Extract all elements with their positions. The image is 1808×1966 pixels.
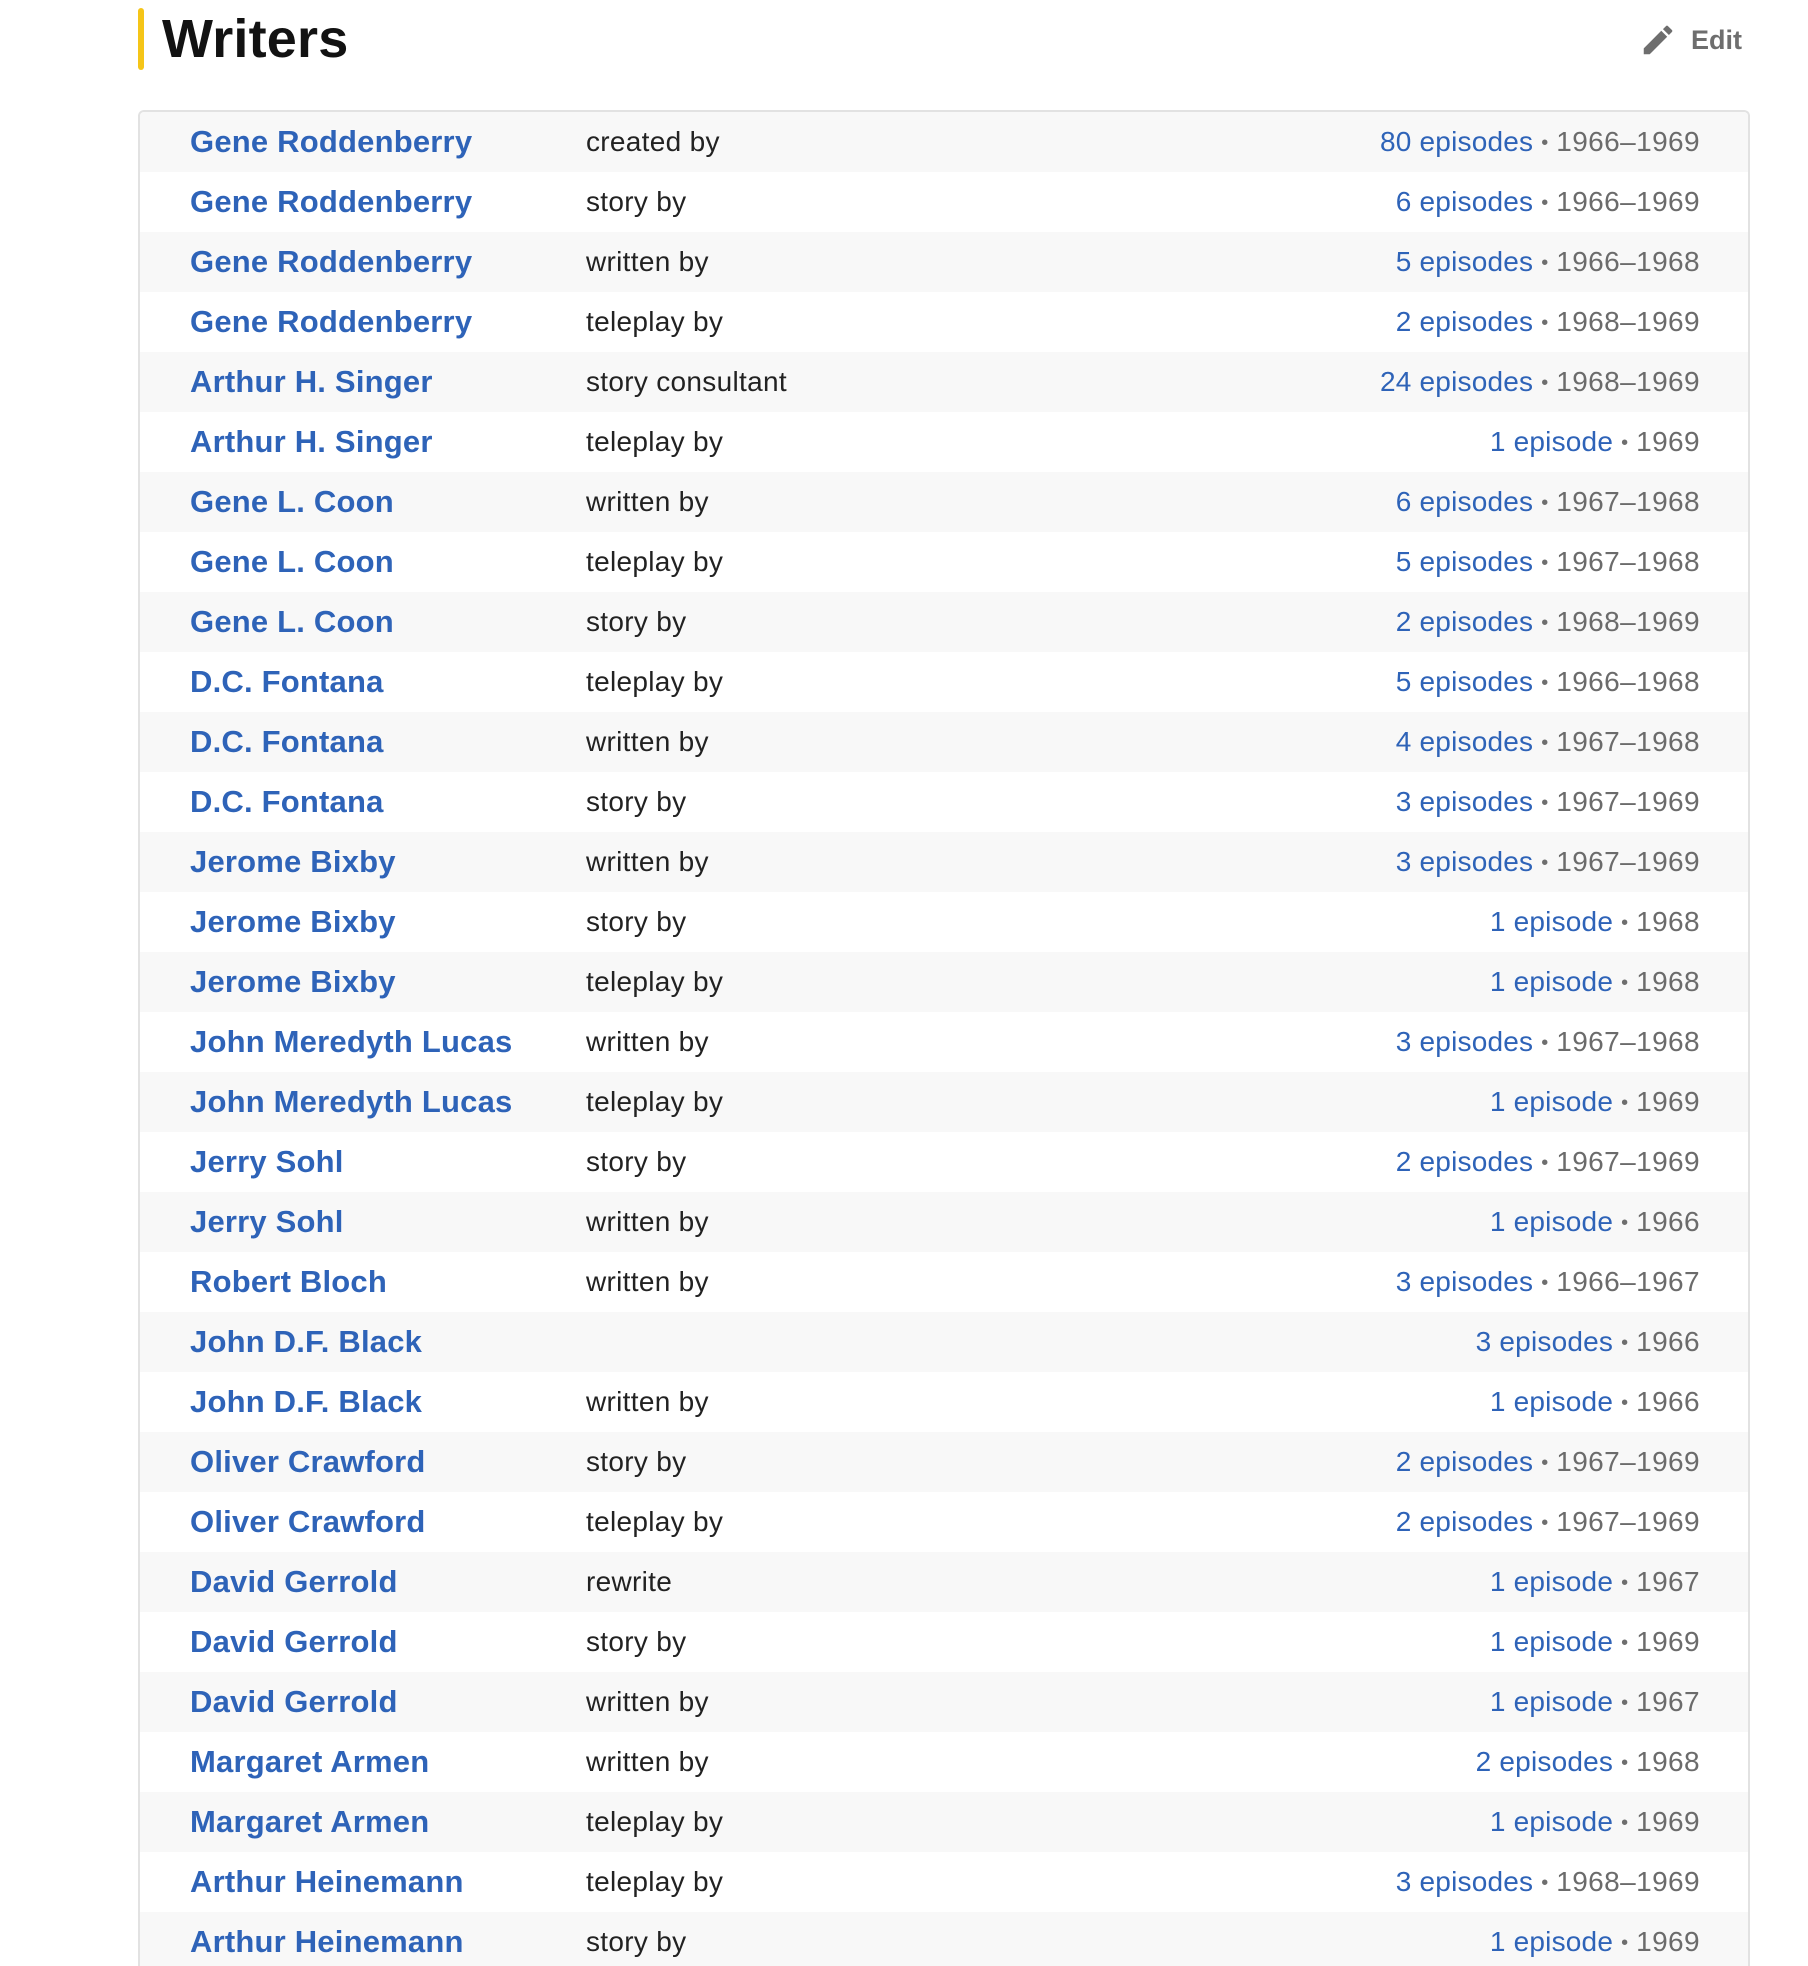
years-range: 1968–1969 xyxy=(1556,305,1700,337)
separator-dot: • xyxy=(1541,1511,1549,1534)
writer-credit-meta xyxy=(1490,1672,1700,1733)
episodes-link[interactable]: 2 episodes xyxy=(1395,605,1534,637)
separator-dot: • xyxy=(1541,1151,1549,1174)
writer-role: written by xyxy=(586,1746,709,1777)
episodes-link[interactable]: 1 episode xyxy=(1489,425,1614,457)
writer-credit-meta xyxy=(1396,712,1700,773)
writer-name-link[interactable]: Arthur H. Singer xyxy=(190,424,433,459)
years-range: 1966–1968 xyxy=(1556,665,1700,697)
writer-credit-meta xyxy=(1396,592,1700,653)
separator-dot: • xyxy=(1541,1031,1549,1054)
writer-credit-meta xyxy=(1380,352,1700,413)
episodes-link[interactable]: 5 episodes xyxy=(1395,245,1534,277)
writer-row xyxy=(140,1012,1748,1072)
writer-name-link[interactable]: D.C. Fontana xyxy=(190,724,384,759)
writer-role: written by xyxy=(586,246,709,277)
separator-dot: • xyxy=(1621,1631,1629,1654)
years-range: 1967–1969 xyxy=(1556,1445,1700,1477)
writer-row xyxy=(140,1492,1748,1552)
writer-name-link[interactable]: Jerry Sohl xyxy=(190,1204,344,1239)
writer-name-link[interactable]: Oliver Crawford xyxy=(190,1444,426,1479)
episodes-link[interactable]: 1 episode xyxy=(1489,1385,1614,1417)
writer-credit-meta xyxy=(1490,1552,1700,1613)
episodes-link[interactable]: 24 episodes xyxy=(1380,365,1534,397)
writer-role: teleplay by xyxy=(586,966,724,997)
section-title: Writers xyxy=(162,9,349,69)
episodes-link[interactable]: 3 episodes xyxy=(1395,785,1534,817)
years-range: 1967–1969 xyxy=(1556,1505,1700,1537)
episodes-link[interactable]: 2 episodes xyxy=(1395,1505,1534,1537)
writer-row xyxy=(140,352,1748,412)
years-range: 1968–1969 xyxy=(1556,1865,1700,1897)
writer-credit-meta xyxy=(1476,1732,1700,1793)
episodes-link[interactable]: 6 episodes xyxy=(1395,485,1534,517)
writer-name-link[interactable]: David Gerrold xyxy=(190,1564,398,1599)
writer-row xyxy=(140,1672,1748,1732)
writer-role: created by xyxy=(586,126,720,157)
writer-row xyxy=(140,532,1748,592)
writer-row xyxy=(140,1312,1748,1372)
writer-credit-meta xyxy=(1476,1312,1700,1373)
writer-row xyxy=(140,832,1748,892)
writer-name-link[interactable]: Arthur Heinemann xyxy=(190,1924,464,1959)
writer-name-link[interactable]: Gene Roddenberry xyxy=(190,184,473,219)
writer-row xyxy=(140,1192,1748,1252)
writer-credit-meta xyxy=(1396,1012,1700,1073)
episodes-link[interactable]: 1 episode xyxy=(1489,1685,1614,1717)
writer-role: story by xyxy=(586,606,687,637)
episodes-link[interactable]: 6 episodes xyxy=(1395,185,1534,217)
writer-name-link[interactable]: D.C. Fontana xyxy=(190,664,384,699)
writer-name-link[interactable]: Gene Roddenberry xyxy=(190,124,473,159)
writer-name-link[interactable]: David Gerrold xyxy=(190,1684,398,1719)
edit-button[interactable] xyxy=(1639,20,1742,60)
writer-row xyxy=(140,1552,1748,1612)
writer-row xyxy=(140,1612,1748,1672)
writer-role: teleplay by xyxy=(586,306,724,337)
years-range: 1967–1968 xyxy=(1556,545,1700,577)
writer-role: written by xyxy=(586,1686,709,1717)
separator-dot: • xyxy=(1541,1451,1549,1474)
writer-row xyxy=(140,652,1748,712)
writer-role: rewrite xyxy=(586,1566,673,1597)
writer-name-link[interactable]: John Meredyth Lucas xyxy=(190,1084,513,1119)
writer-role: teleplay by xyxy=(586,666,724,697)
writer-role: story consultant xyxy=(586,366,787,397)
years-range: 1966–1969 xyxy=(1556,125,1700,157)
years-range: 1966–1969 xyxy=(1556,185,1700,217)
writer-name-link[interactable]: Jerome Bixby xyxy=(190,904,396,939)
separator-dot: • xyxy=(1621,911,1629,934)
years-range: 1969 xyxy=(1636,1085,1700,1117)
episodes-link[interactable]: 1 episode xyxy=(1489,905,1614,937)
separator-dot: • xyxy=(1541,491,1549,514)
writer-name-link[interactable]: Oliver Crawford xyxy=(190,1504,426,1539)
years-range: 1967–1968 xyxy=(1556,1025,1700,1057)
writer-name-link[interactable]: Gene L. Coon xyxy=(190,544,394,579)
episodes-link[interactable]: 1 episode xyxy=(1489,1925,1614,1957)
writer-credit-meta xyxy=(1396,1252,1700,1313)
episodes-link[interactable]: 2 episodes xyxy=(1395,1145,1534,1177)
writer-credit-meta xyxy=(1396,232,1700,293)
writer-row xyxy=(140,712,1748,772)
separator-dot: • xyxy=(1621,1691,1629,1714)
writer-row xyxy=(140,1372,1748,1432)
writer-row xyxy=(140,232,1748,292)
writer-role: written by xyxy=(586,726,709,757)
years-range: 1969 xyxy=(1636,1625,1700,1657)
episodes-link[interactable]: 3 episodes xyxy=(1475,1325,1614,1357)
writer-credit-meta xyxy=(1396,1852,1700,1913)
writer-credit-meta xyxy=(1490,1192,1700,1253)
writer-row xyxy=(140,1432,1748,1492)
writer-credit-meta xyxy=(1490,412,1700,473)
years-range: 1966 xyxy=(1636,1325,1700,1357)
separator-dot: • xyxy=(1541,791,1549,814)
writer-credit-meta xyxy=(1396,472,1700,533)
writer-role: written by xyxy=(586,846,709,877)
years-range: 1967 xyxy=(1636,1565,1700,1597)
separator-dot: • xyxy=(1621,1811,1629,1834)
years-range: 1969 xyxy=(1636,425,1700,457)
episodes-link[interactable]: 1 episode xyxy=(1489,1085,1614,1117)
years-range: 1967–1969 xyxy=(1556,845,1700,877)
writer-row xyxy=(140,1852,1748,1912)
writer-row xyxy=(140,892,1748,952)
years-range: 1966–1968 xyxy=(1556,245,1700,277)
pencil-icon xyxy=(1639,21,1677,59)
writer-row xyxy=(140,1912,1748,1966)
writer-role: written by xyxy=(586,1026,709,1057)
section-header xyxy=(138,6,1742,72)
writer-name-link[interactable]: John Meredyth Lucas xyxy=(190,1024,513,1059)
separator-dot: • xyxy=(1541,1271,1549,1294)
writer-role: teleplay by xyxy=(586,1806,724,1837)
separator-dot: • xyxy=(1541,851,1549,874)
writer-name-link[interactable]: Arthur H. Singer xyxy=(190,364,433,399)
separator-dot: • xyxy=(1541,371,1549,394)
separator-dot: • xyxy=(1541,671,1549,694)
separator-dot: • xyxy=(1541,1871,1549,1894)
separator-dot: • xyxy=(1621,1391,1629,1414)
episodes-link[interactable]: 2 episodes xyxy=(1395,305,1534,337)
writer-name-link[interactable]: Gene Roddenberry xyxy=(190,244,473,279)
episodes-link[interactable]: 3 episodes xyxy=(1395,845,1534,877)
writer-role: written by xyxy=(586,1386,709,1417)
writer-credit-meta xyxy=(1396,1132,1700,1193)
writer-name-link[interactable]: Gene Roddenberry xyxy=(190,304,473,339)
writer-row xyxy=(140,1132,1748,1192)
writer-name-link[interactable]: D.C. Fontana xyxy=(190,784,384,819)
writer-name-link[interactable]: Jerome Bixby xyxy=(190,964,396,999)
episodes-link[interactable]: 5 episodes xyxy=(1395,545,1534,577)
writer-name-link[interactable]: Jerry Sohl xyxy=(190,1144,344,1179)
writer-role: teleplay by xyxy=(586,1506,724,1537)
separator-dot: • xyxy=(1541,611,1549,634)
writers-list xyxy=(140,112,1748,1966)
separator-dot: • xyxy=(1621,431,1629,454)
separator-dot: • xyxy=(1621,1571,1629,1594)
episodes-link[interactable]: 1 episode xyxy=(1489,1805,1614,1837)
writer-role: story by xyxy=(586,1146,687,1177)
writer-credit-meta xyxy=(1396,532,1700,593)
years-range: 1968–1969 xyxy=(1556,365,1700,397)
writer-row xyxy=(140,1732,1748,1792)
separator-dot: • xyxy=(1621,1751,1629,1774)
writer-name-link[interactable]: Margaret Armen xyxy=(190,1804,430,1839)
writer-role: story by xyxy=(586,906,687,937)
separator-dot: • xyxy=(1541,191,1549,214)
years-range: 1967–1969 xyxy=(1556,1145,1700,1177)
writer-role: written by xyxy=(586,1206,709,1237)
writer-role: written by xyxy=(586,486,709,517)
years-range: 1966–1967 xyxy=(1556,1265,1700,1297)
years-range: 1966 xyxy=(1636,1385,1700,1417)
writer-role: story by xyxy=(586,186,687,217)
years-range: 1969 xyxy=(1636,1805,1700,1837)
years-range: 1968 xyxy=(1636,1745,1700,1777)
episodes-link[interactable]: 1 episode xyxy=(1489,1205,1614,1237)
writer-row xyxy=(140,952,1748,1012)
writer-row xyxy=(140,472,1748,532)
writer-row xyxy=(140,112,1748,172)
separator-dot: • xyxy=(1541,311,1549,334)
years-range: 1967 xyxy=(1636,1685,1700,1717)
writer-credit-meta xyxy=(1396,292,1700,353)
separator-dot: • xyxy=(1541,551,1549,574)
years-range: 1967–1969 xyxy=(1556,785,1700,817)
episodes-link[interactable]: 80 episodes xyxy=(1380,125,1534,157)
writer-row xyxy=(140,172,1748,232)
separator-dot: • xyxy=(1541,131,1549,154)
writer-role: written by xyxy=(586,1266,709,1297)
separator-dot: • xyxy=(1621,971,1629,994)
writer-name-link[interactable]: Gene L. Coon xyxy=(190,484,394,519)
years-range: 1968 xyxy=(1636,965,1700,997)
edit-label: Edit xyxy=(1691,24,1742,55)
writer-role: teleplay by xyxy=(586,426,724,457)
writer-row xyxy=(140,412,1748,472)
writer-credit-meta xyxy=(1490,1612,1700,1673)
writer-name-link[interactable]: Arthur Heinemann xyxy=(190,1864,464,1899)
writer-role: story by xyxy=(586,786,687,817)
episodes-link[interactable]: 3 episodes xyxy=(1395,1265,1534,1297)
years-range: 1968–1969 xyxy=(1556,605,1700,637)
writer-credit-meta xyxy=(1396,1432,1700,1493)
writer-credit-meta xyxy=(1490,1372,1700,1433)
writer-credit-meta xyxy=(1490,1792,1700,1853)
writer-name-link[interactable]: Robert Bloch xyxy=(190,1264,388,1299)
episodes-link[interactable]: 2 episodes xyxy=(1395,1445,1534,1477)
years-range: 1967–1968 xyxy=(1556,725,1700,757)
writer-role: teleplay by xyxy=(586,546,724,577)
episodes-link[interactable]: 1 episode xyxy=(1489,965,1614,997)
writer-name-link[interactable]: Margaret Armen xyxy=(190,1744,430,1779)
episodes-link[interactable]: 2 episodes xyxy=(1475,1745,1614,1777)
episodes-link[interactable]: 5 episodes xyxy=(1395,665,1534,697)
episodes-link[interactable]: 1 episode xyxy=(1489,1565,1614,1597)
section-accent-bar xyxy=(138,8,144,70)
writers-table xyxy=(138,110,1750,1966)
writer-name-link[interactable]: John D.F. Black xyxy=(190,1384,423,1419)
writer-credit-meta xyxy=(1396,652,1700,713)
writer-row xyxy=(140,772,1748,832)
writer-name-link[interactable]: Gene L. Coon xyxy=(190,604,394,639)
writer-row xyxy=(140,1252,1748,1312)
years-range: 1969 xyxy=(1636,1925,1700,1957)
writer-role: story by xyxy=(586,1626,687,1657)
writer-row xyxy=(140,292,1748,352)
writer-role: teleplay by xyxy=(586,1866,724,1897)
years-range: 1966 xyxy=(1636,1205,1700,1237)
writer-credit-meta xyxy=(1380,112,1700,173)
writer-credit-meta xyxy=(1396,1492,1700,1553)
writer-credit-meta xyxy=(1490,1912,1700,1966)
writer-credit-meta xyxy=(1490,1072,1700,1133)
writer-credit-meta xyxy=(1396,772,1700,833)
writer-row xyxy=(140,592,1748,652)
writer-row xyxy=(140,1072,1748,1132)
years-range: 1967–1968 xyxy=(1556,485,1700,517)
episodes-link[interactable]: 4 episodes xyxy=(1395,725,1534,757)
years-range: 1968 xyxy=(1636,905,1700,937)
episodes-link[interactable]: 3 episodes xyxy=(1395,1025,1534,1057)
writer-credit-meta xyxy=(1490,892,1700,953)
writer-name-link[interactable]: David Gerrold xyxy=(190,1624,398,1659)
writer-name-link[interactable]: John D.F. Black xyxy=(190,1324,423,1359)
writer-credit-meta xyxy=(1396,172,1700,233)
separator-dot: • xyxy=(1541,251,1549,274)
writer-role: story by xyxy=(586,1446,687,1477)
writer-role: teleplay by xyxy=(586,1086,724,1117)
episodes-link[interactable]: 1 episode xyxy=(1489,1625,1614,1657)
separator-dot: • xyxy=(1621,1931,1629,1954)
separator-dot: • xyxy=(1541,731,1549,754)
writer-name-link[interactable]: Jerome Bixby xyxy=(190,844,396,879)
writer-credit-meta xyxy=(1396,832,1700,893)
writer-row xyxy=(140,1792,1748,1852)
writer-credit-meta xyxy=(1490,952,1700,1013)
writer-role: story by xyxy=(586,1926,687,1957)
episodes-link[interactable]: 3 episodes xyxy=(1395,1865,1534,1897)
separator-dot: • xyxy=(1621,1331,1629,1354)
separator-dot: • xyxy=(1621,1091,1629,1114)
separator-dot: • xyxy=(1621,1211,1629,1234)
